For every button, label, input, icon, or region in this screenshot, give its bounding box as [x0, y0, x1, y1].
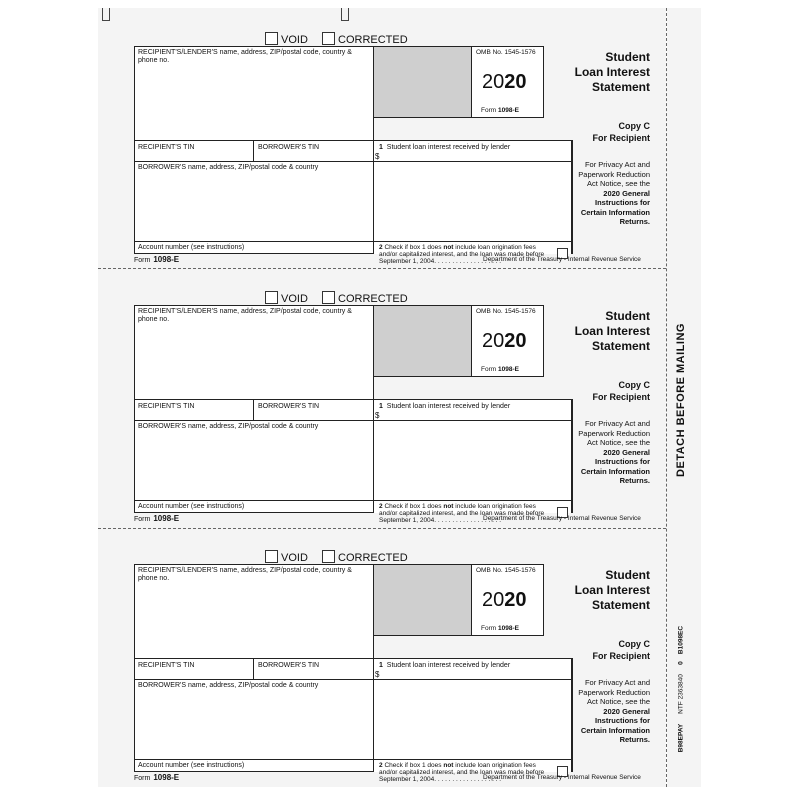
field-label: BORROWER'S name, address, ZIP/postal code & country: [138, 423, 319, 430]
horizontal-perforation: [98, 528, 666, 529]
account-number-field[interactable]: [134, 241, 374, 254]
blank-box: [373, 161, 572, 242]
side-codes: [672, 610, 690, 790]
borrower-tin-field[interactable]: [253, 140, 374, 162]
form-title: Student Loan Interest Statement: [574, 568, 650, 612]
field-label: RECIPIENT'S TIN: [138, 144, 195, 151]
void-label: VOID: [281, 552, 308, 564]
tax-year: 2020: [482, 589, 527, 611]
detach-before-mailing: [672, 320, 690, 480]
form-number: Form 1098-E: [481, 625, 519, 632]
field-label: Account number (see instructions): [138, 503, 245, 510]
checkbox-icon[interactable]: [322, 32, 335, 45]
field-label: BORROWER'S name, address, ZIP/postal code & country: [138, 682, 319, 689]
void-checkbox[interactable]: [265, 32, 308, 46]
form-1098e-copy: [98, 32, 666, 265]
blank-box: [373, 679, 572, 760]
side-code: B1098EC: [677, 625, 685, 655]
side-code: NTF 2363840: [677, 674, 685, 714]
omb-box: [472, 564, 544, 636]
copy-designation: Copy C For Recipient: [592, 121, 650, 143]
privacy-notice: For Privacy Act and Paperwork Reduction Act Notice, see the 2020 General Instructions for Certain Information Returns.: [578, 160, 650, 226]
department-footer: Department of the Treasury - Internal Revenue Service: [483, 774, 641, 781]
side-code: 0: [677, 661, 685, 665]
omb-number: OMB No. 1545-1576: [476, 567, 536, 574]
field-label: BORROWER'S TIN: [258, 144, 320, 151]
box2-field: 2 Check if box 1 does not include loan origination fees and/or capitalized interest, and the loan was made before September 1, 2004. . . . . . . . . . . . . . . . . . .: [373, 759, 572, 772]
form-title: Student Loan Interest Statement: [574, 309, 650, 353]
alignment-mark: [341, 8, 349, 21]
shaded-area: [373, 564, 472, 636]
form-1098e-copy: [98, 550, 666, 783]
box1-interest-field[interactable]: 1 Student loan interest received by lender $: [373, 399, 572, 421]
privacy-notice: For Privacy Act and Paperwork Reduction Act Notice, see the 2020 General Instructions for Certain Information Returns.: [578, 419, 650, 485]
corrected-label: CORRECTED: [338, 293, 408, 305]
dollar-sign: $: [375, 152, 380, 161]
checkbox-icon[interactable]: [265, 550, 278, 563]
omb-box: [472, 305, 544, 377]
form-footer-name: Form 1098-E: [134, 514, 180, 523]
box2-field: 2 Check if box 1 does not include loan origination fees and/or capitalized interest, and the loan was made before September 1, 2004. . . . . . . . . . . . . . . . . . .: [373, 241, 572, 254]
copy-designation: Copy C For Recipient: [592, 639, 650, 661]
field-label: RECIPIENT'S/LENDER'S name, address, ZIP/postal code, country & phone no.: [138, 567, 352, 582]
checkbox-icon[interactable]: [265, 32, 278, 45]
alignment-mark: [102, 8, 110, 21]
account-number-field[interactable]: [134, 759, 374, 772]
horizontal-perforation: [98, 268, 666, 269]
copy-designation: Copy C For Recipient: [592, 380, 650, 402]
void-checkbox[interactable]: [265, 550, 308, 564]
box1-interest-field[interactable]: 1 Student loan interest received by lender $: [373, 658, 572, 680]
void-checkbox[interactable]: [265, 291, 308, 305]
omb-number: OMB No. 1545-1576: [476, 49, 536, 56]
recipient-tin-field[interactable]: [134, 399, 254, 421]
void-label: VOID: [281, 34, 308, 46]
void-label: VOID: [281, 293, 308, 305]
box2-field: 2 Check if box 1 does not include loan origination fees and/or capitalized interest, and the loan was made before September 1, 2004. . . . . . . . . . . . . . . . . . .: [373, 500, 572, 513]
field-label: RECIPIENT'S/LENDER'S name, address, ZIP/postal code, country & phone no.: [138, 308, 352, 323]
account-number-field[interactable]: [134, 500, 374, 513]
vertical-perforation: [666, 8, 667, 787]
field-label: RECIPIENT'S TIN: [138, 403, 195, 410]
blank-box: [373, 420, 572, 501]
form-title: Student Loan Interest Statement: [574, 50, 650, 94]
dollar-sign: $: [375, 670, 380, 679]
field-label: Account number (see instructions): [138, 762, 245, 769]
omb-number: OMB No. 1545-1576: [476, 308, 536, 315]
field-label: Account number (see instructions): [138, 244, 245, 251]
recipient-tin-field[interactable]: [134, 140, 254, 162]
shaded-area: [373, 305, 472, 377]
checkbox-icon[interactable]: [265, 291, 278, 304]
checkbox-icon[interactable]: [322, 550, 335, 563]
privacy-notice: For Privacy Act and Paperwork Reduction Act Notice, see the 2020 General Instructions for Certain Information Returns.: [578, 678, 650, 744]
field-label: BORROWER'S name, address, ZIP/postal code & country: [138, 164, 319, 171]
borrower-tin-field[interactable]: [253, 658, 374, 680]
recipient-name-field[interactable]: [134, 305, 374, 401]
field-label: RECIPIENT'S/LENDER'S name, address, ZIP/postal code, country & phone no.: [138, 49, 352, 64]
checkbox-icon[interactable]: [322, 291, 335, 304]
recipient-name-field[interactable]: [134, 564, 374, 660]
form-number: Form 1098-E: [481, 107, 519, 114]
dollar-sign: $: [375, 411, 380, 420]
form-number: Form 1098-E: [481, 366, 519, 373]
shaded-area: [373, 46, 472, 118]
form-1098e-copy: [98, 291, 666, 524]
corrected-checkbox[interactable]: [322, 32, 408, 46]
omb-box: [472, 46, 544, 118]
tax-year: 2020: [482, 330, 527, 352]
corrected-checkbox[interactable]: [322, 291, 408, 305]
corrected-label: CORRECTED: [338, 34, 408, 46]
department-footer: Department of the Treasury - Internal Revenue Service: [483, 515, 641, 522]
field-label: BORROWER'S TIN: [258, 403, 320, 410]
department-footer: Department of the Treasury - Internal Revenue Service: [483, 256, 641, 263]
corrected-label: CORRECTED: [338, 552, 408, 564]
form-footer-name: Form 1098-E: [134, 773, 180, 782]
field-label: BORROWER'S TIN: [258, 662, 320, 669]
recipient-name-field[interactable]: [134, 46, 374, 142]
recipient-tin-field[interactable]: [134, 658, 254, 680]
box1-interest-field[interactable]: 1 Student loan interest received by lender $: [373, 140, 572, 162]
field-label: RECIPIENT'S TIN: [138, 662, 195, 669]
form-footer-name: Form 1098-E: [134, 255, 180, 264]
borrower-tin-field[interactable]: [253, 399, 374, 421]
corrected-checkbox[interactable]: [322, 550, 408, 564]
side-code: B98EPAY: [677, 723, 685, 753]
detach-text: DETACH BEFORE MAILING: [675, 323, 687, 477]
tax-year: 2020: [482, 71, 527, 93]
